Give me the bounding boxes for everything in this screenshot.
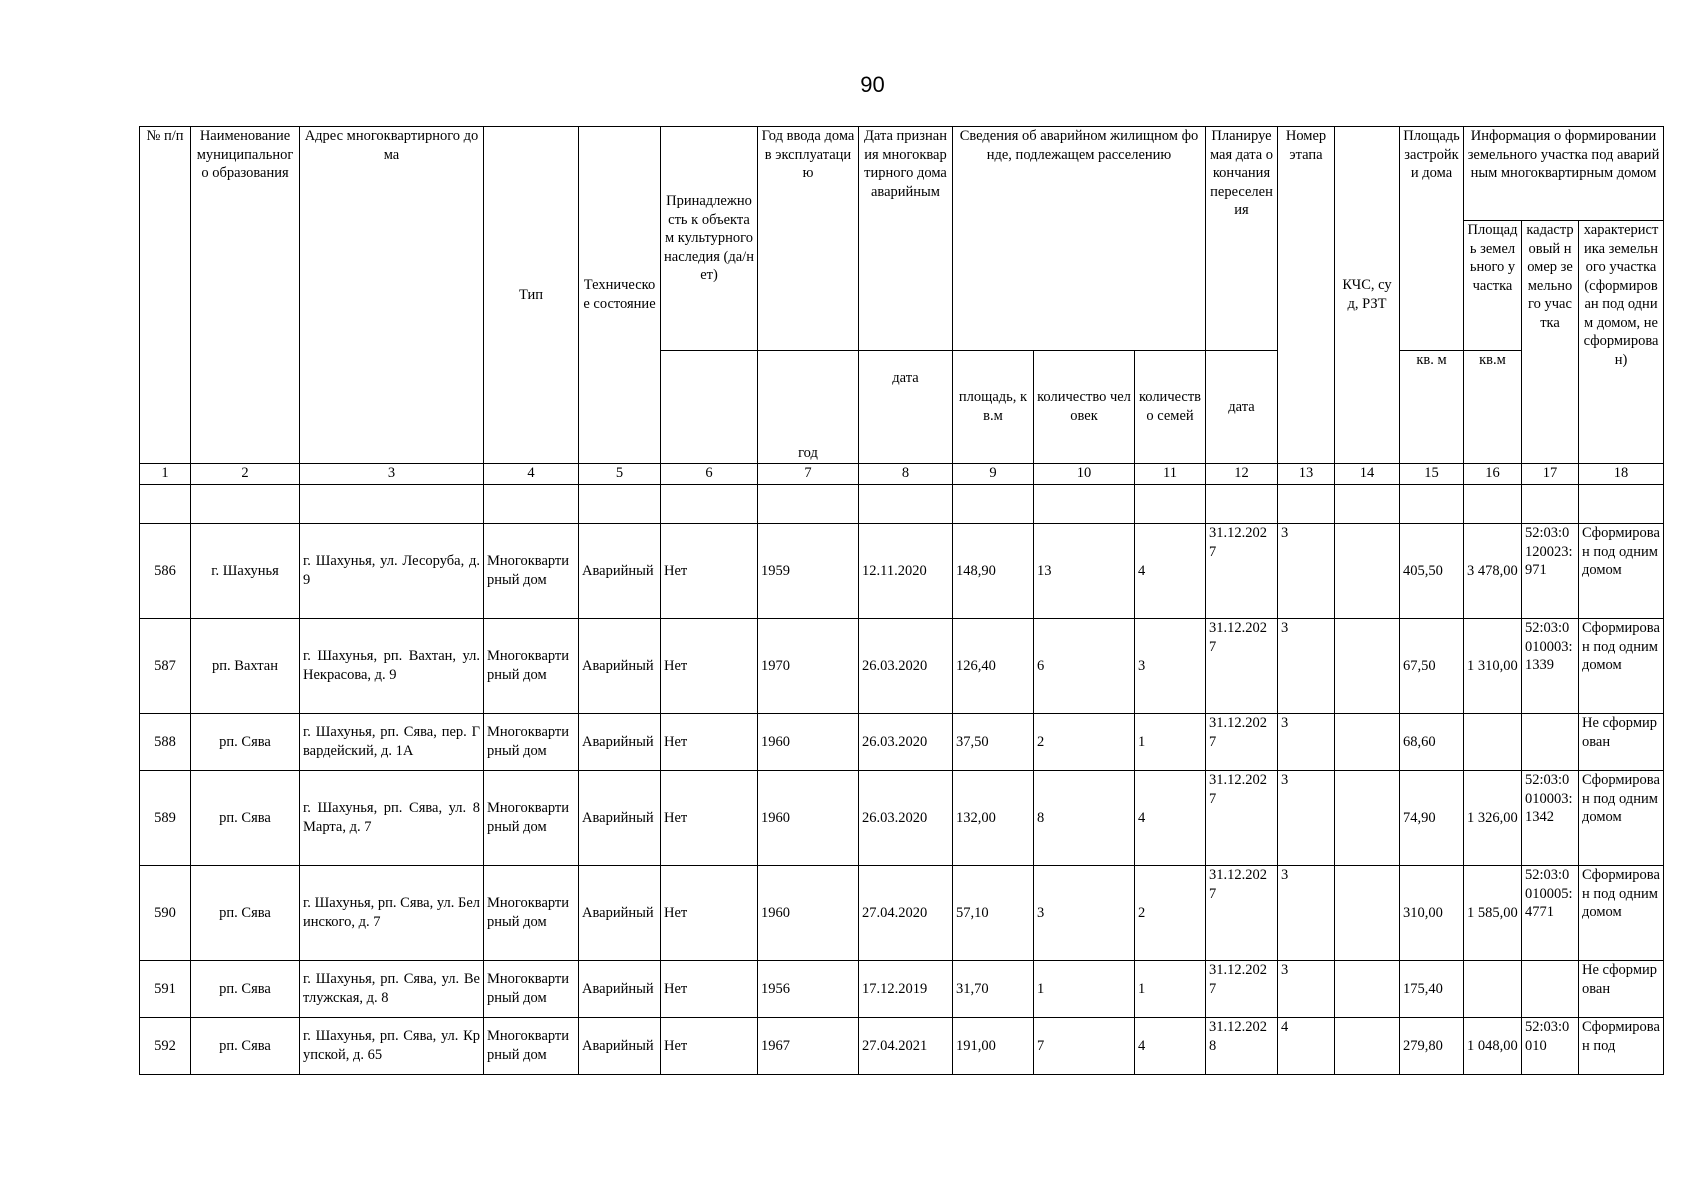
column-number: 11 (1135, 464, 1206, 485)
cell-building-type: Многоквартирный дом (484, 714, 579, 771)
cell-row-number: 590 (140, 866, 191, 961)
cell-building-area: 175,40 (1400, 961, 1464, 1018)
emergency-housing-table (139, 126, 1664, 1075)
cell-heritage: Нет (661, 524, 758, 619)
cell-planned-date: 31.12.2027 (1206, 619, 1278, 714)
cell-tech-state: Аварийный (579, 866, 661, 961)
cell-row-number: 589 (140, 771, 191, 866)
cell-row-number: 592 (140, 1018, 191, 1075)
cell-year: 1959 (758, 524, 859, 619)
header-land-unit: кв.м (1464, 351, 1522, 464)
header-heritage: Принадлежность к объектам культурного наследия (да/нет) (661, 127, 758, 351)
column-numbers-row (140, 464, 1664, 485)
cell-building-area: 405,50 (1400, 524, 1464, 619)
cell-building-area: 74,90 (1400, 771, 1464, 866)
cell-recognition-date: 26.03.2020 (859, 771, 953, 866)
cell-land-area (1464, 961, 1522, 1018)
header-families: количество семей (1135, 351, 1206, 464)
header-kchs: КЧС, суд, РЗТ (1335, 127, 1400, 464)
cell-area: 132,00 (953, 771, 1034, 866)
column-number: 14 (1335, 464, 1400, 485)
header-building-area: Площадь застройки дома (1400, 127, 1464, 351)
cell-building-area: 310,00 (1400, 866, 1464, 961)
cell-recognition-date: 27.04.2020 (859, 866, 953, 961)
cell-families: 1 (1135, 961, 1206, 1018)
cell-kchs (1335, 866, 1400, 961)
cell-kchs (1335, 714, 1400, 771)
cell-recognition-date: 26.03.2020 (859, 714, 953, 771)
cell-tech-state: Аварийный (579, 961, 661, 1018)
cell-row-number: 588 (140, 714, 191, 771)
cell-address: г. Шахунья, рп. Сява, ул. 8 Марта, д. 7 (300, 771, 484, 866)
cell-building-type: Многоквартирный дом (484, 1018, 579, 1075)
cell-recognition-date: 26.03.2020 (859, 619, 953, 714)
cell-building-type: Многоквартирный дом (484, 771, 579, 866)
cell-municipality: рп. Сява (191, 771, 300, 866)
cell-area: 148,90 (953, 524, 1034, 619)
table-row (140, 961, 1664, 1018)
cell-stage: 3 (1278, 771, 1335, 866)
cell-address: г. Шахунья, ул. Лесоруба, д. 9 (300, 524, 484, 619)
column-number: 9 (953, 464, 1034, 485)
column-number: 5 (579, 464, 661, 485)
header-building-unit: кв. м (1400, 351, 1464, 464)
cell-municipality: г. Шахунья (191, 524, 300, 619)
cell-recognition-date: 27.04.2021 (859, 1018, 953, 1075)
cell-municipality: рп. Сява (191, 714, 300, 771)
cell-building-type: Многоквартирный дом (484, 866, 579, 961)
cell-heritage: Нет (661, 1018, 758, 1075)
cell-building-area: 67,50 (1400, 619, 1464, 714)
header-municipality: Наименование муниципального образования (191, 127, 300, 464)
cell-area: 31,70 (953, 961, 1034, 1018)
cell-kchs (1335, 524, 1400, 619)
table-row (140, 1018, 1664, 1075)
cell-planned-date: 31.12.2027 (1206, 524, 1278, 619)
header-address: Адрес многоквартирного дома (300, 127, 484, 464)
cell-municipality: рп. Сява (191, 1018, 300, 1075)
cell-land-character: Сформирован под одним домом (1579, 524, 1664, 619)
cell-building-area: 68,60 (1400, 714, 1464, 771)
cell-year: 1960 (758, 866, 859, 961)
cell-people: 13 (1034, 524, 1135, 619)
cell-cadastral-number: 52:03:0120023:971 (1522, 524, 1579, 619)
cell-tech-state: Аварийный (579, 524, 661, 619)
column-number: 7 (758, 464, 859, 485)
cell-land-area: 1 048,00 (1464, 1018, 1522, 1075)
cell-year: 1956 (758, 961, 859, 1018)
cell-address: г. Шахунья, рп. Вахтан, ул. Некрасова, д. 9 (300, 619, 484, 714)
cell-address: г. Шахунья, рп. Сява, ул. Белинского, д. 7 (300, 866, 484, 961)
cell-land-area (1464, 714, 1522, 771)
cell-stage: 3 (1278, 714, 1335, 771)
column-number: 2 (191, 464, 300, 485)
cell-people: 3 (1034, 866, 1135, 961)
cell-tech-state: Аварийный (579, 1018, 661, 1075)
cell-kchs (1335, 961, 1400, 1018)
header-land-character: характеристика земельного участка (сформирован под одним домом, не сформирован) (1579, 221, 1664, 464)
header-emergency-info: Сведения об аварийном жилищном фонде, подлежащем расселению (953, 127, 1206, 351)
column-number: 18 (1579, 464, 1664, 485)
cell-planned-date: 31.12.2027 (1206, 961, 1278, 1018)
cell-row-number: 586 (140, 524, 191, 619)
cell-people: 1 (1034, 961, 1135, 1018)
header-land-area: Площадь земельного участка (1464, 221, 1522, 351)
cell-heritage: Нет (661, 866, 758, 961)
cell-kchs (1335, 619, 1400, 714)
cell-land-area: 1 585,00 (1464, 866, 1522, 961)
header-tech-state: Техническое состояние (579, 127, 661, 464)
cell-land-character: Не сформирован (1579, 961, 1664, 1018)
column-number: 8 (859, 464, 953, 485)
cell-address: г. Шахунья, рп. Сява, пер. Гвардейский, д. 1А (300, 714, 484, 771)
cell-land-character: Не сформирован (1579, 714, 1664, 771)
column-number: 6 (661, 464, 758, 485)
header-date-sub: дата (859, 351, 953, 464)
cell-building-area: 279,80 (1400, 1018, 1464, 1075)
column-number: 4 (484, 464, 579, 485)
header-land-info: Информация о формировании земельного участка под аварийным многоквартирным домом (1464, 127, 1664, 221)
cell-heritage: Нет (661, 619, 758, 714)
header-year: Год ввода дома в эксплуатацию (758, 127, 859, 351)
cell-area: 57,10 (953, 866, 1034, 961)
cell-planned-date: 31.12.2027 (1206, 866, 1278, 961)
cell-cadastral-number: 52:03:0010003:1339 (1522, 619, 1579, 714)
page-number: 90 (860, 72, 885, 97)
cell-heritage: Нет (661, 771, 758, 866)
cell-kchs (1335, 771, 1400, 866)
cell-people: 6 (1034, 619, 1135, 714)
cell-land-character: Сформирован под одним домом (1579, 619, 1664, 714)
table-row (140, 771, 1664, 866)
cell-building-type: Многоквартирный дом (484, 619, 579, 714)
column-number: 12 (1206, 464, 1278, 485)
cell-people: 2 (1034, 714, 1135, 771)
cell-recognition-date: 12.11.2020 (859, 524, 953, 619)
cell-row-number: 591 (140, 961, 191, 1018)
cell-families: 4 (1135, 1018, 1206, 1075)
cell-cadastral-number (1522, 714, 1579, 771)
header-heritage-empty (661, 351, 758, 464)
cell-people: 8 (1034, 771, 1135, 866)
cell-area: 37,50 (953, 714, 1034, 771)
cell-cadastral-number: 52:03:0010005:4771 (1522, 866, 1579, 961)
header-year-sub: год (758, 351, 859, 464)
header-cadastral: кадастровый номер земельного участка (1522, 221, 1579, 464)
cell-building-type: Многоквартирный дом (484, 524, 579, 619)
header-date: Дата признания многоквартирного дома аварийным (859, 127, 953, 351)
table-row (140, 714, 1664, 771)
cell-land-area: 3 478,00 (1464, 524, 1522, 619)
cell-municipality: рп. Вахтан (191, 619, 300, 714)
cell-address: г. Шахунья, рп. Сява, ул. Ветлужская, д. 8 (300, 961, 484, 1018)
cell-families: 1 (1135, 714, 1206, 771)
cell-planned-date: 31.12.2027 (1206, 714, 1278, 771)
header-planned-date-sub: дата (1206, 351, 1278, 464)
cell-families: 4 (1135, 524, 1206, 619)
column-number: 13 (1278, 464, 1335, 485)
cell-families: 4 (1135, 771, 1206, 866)
cell-recognition-date: 17.12.2019 (859, 961, 953, 1018)
cell-heritage: Нет (661, 961, 758, 1018)
cell-land-character: Сформирован под одним домом (1579, 771, 1664, 866)
cell-municipality: рп. Сява (191, 866, 300, 961)
cell-row-number: 587 (140, 619, 191, 714)
cell-building-type: Многоквартирный дом (484, 961, 579, 1018)
cell-land-character: Сформирован под (1579, 1018, 1664, 1075)
cell-stage: 3 (1278, 619, 1335, 714)
column-number: 10 (1034, 464, 1135, 485)
cell-cadastral-number (1522, 961, 1579, 1018)
header-area: площадь, кв.м (953, 351, 1034, 464)
cell-stage: 3 (1278, 961, 1335, 1018)
cell-people: 7 (1034, 1018, 1135, 1075)
cell-tech-state: Аварийный (579, 714, 661, 771)
cell-land-area: 1 326,00 (1464, 771, 1522, 866)
cell-address: г. Шахунья, рп. Сява, ул. Крупской, д. 65 (300, 1018, 484, 1075)
table-row (140, 866, 1664, 961)
cell-land-area: 1 310,00 (1464, 619, 1522, 714)
cell-area: 126,40 (953, 619, 1034, 714)
spacer-row (140, 485, 1664, 524)
column-number: 15 (1400, 464, 1464, 485)
header-type: Тип (484, 127, 579, 464)
table-row (140, 524, 1664, 619)
column-number: 17 (1522, 464, 1579, 485)
cell-kchs (1335, 1018, 1400, 1075)
cell-year: 1970 (758, 619, 859, 714)
column-number: 3 (300, 464, 484, 485)
cell-stage: 4 (1278, 1018, 1335, 1075)
cell-stage: 3 (1278, 866, 1335, 961)
cell-tech-state: Аварийный (579, 619, 661, 714)
cell-cadastral-number: 52:03:0010003:1342 (1522, 771, 1579, 866)
cell-land-character: Сформирован под одним домом (1579, 866, 1664, 961)
cell-year: 1960 (758, 714, 859, 771)
cell-stage: 3 (1278, 524, 1335, 619)
cell-heritage: Нет (661, 714, 758, 771)
header-num: № п/п (140, 127, 191, 464)
cell-municipality: рп. Сява (191, 961, 300, 1018)
column-number: 1 (140, 464, 191, 485)
header-planned-date: Планируемая дата окончания переселения (1206, 127, 1278, 351)
cell-year: 1967 (758, 1018, 859, 1075)
table-row (140, 619, 1664, 714)
cell-planned-date: 31.12.2027 (1206, 771, 1278, 866)
cell-families: 3 (1135, 619, 1206, 714)
column-number: 16 (1464, 464, 1522, 485)
cell-year: 1960 (758, 771, 859, 866)
cell-planned-date: 31.12.2028 (1206, 1018, 1278, 1075)
header-people: количество человек (1034, 351, 1135, 464)
cell-area: 191,00 (953, 1018, 1034, 1075)
header-stage: Номер этапа (1278, 127, 1335, 464)
cell-cadastral-number: 52:03:0010 (1522, 1018, 1579, 1075)
cell-families: 2 (1135, 866, 1206, 961)
cell-tech-state: Аварийный (579, 771, 661, 866)
